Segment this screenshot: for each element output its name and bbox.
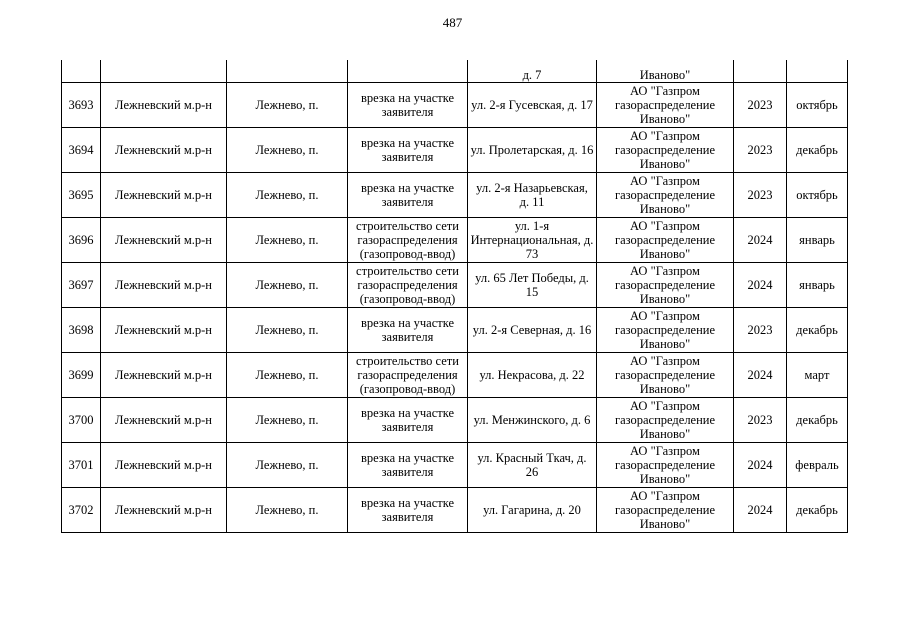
cell-district: Лежневский м.р-н [101, 173, 227, 218]
table-row [62, 398, 848, 443]
cell-organization: АО "Газпром газораспределение Иваново" [597, 128, 734, 173]
cell-district: Лежневский м.р-н [101, 353, 227, 398]
cell-district: Лежневский м.р-н [101, 488, 227, 533]
cell-month: октябрь [787, 173, 848, 218]
cell-year: 2023 [734, 128, 787, 173]
cell-month: декабрь [787, 128, 848, 173]
cell-month: декабрь [787, 308, 848, 353]
cell-num: 3695 [62, 173, 101, 218]
table-row [62, 128, 848, 173]
cell-address: ул. 2-я Гусевская, д. 17 [468, 83, 597, 128]
cell-month: январь [787, 263, 848, 308]
cell-district: Лежневский м.р-н [101, 218, 227, 263]
cell-organization: АО "Газпром газораспределение Иваново" [597, 83, 734, 128]
cell-organization: АО "Газпром газораспределение Иваново" [597, 308, 734, 353]
table-row [62, 263, 848, 308]
table-row [62, 173, 848, 218]
cell-locality: Лежнево, п. [227, 353, 348, 398]
cell-locality: Лежнево, п. [227, 308, 348, 353]
cell-num: 3696 [62, 218, 101, 263]
cell-num [62, 60, 101, 83]
table-row [62, 308, 848, 353]
cell-work-type: врезка на участке заявителя [348, 128, 468, 173]
cell-work-type: врезка на участке заявителя [348, 173, 468, 218]
cell-district: Лежневский м.р-н [101, 443, 227, 488]
cell-num: 3693 [62, 83, 101, 128]
cell-year: 2024 [734, 263, 787, 308]
cell-year: 2024 [734, 218, 787, 263]
cell-organization: АО "Газпром газораспределение Иваново" [597, 218, 734, 263]
cell-locality: Лежнево, п. [227, 488, 348, 533]
cell-district: Лежневский м.р-н [101, 263, 227, 308]
cell-num: 3698 [62, 308, 101, 353]
cell-district [101, 60, 227, 83]
cell-district: Лежневский м.р-н [101, 83, 227, 128]
cell-month: декабрь [787, 488, 848, 533]
cell-organization: АО "Газпром газораспределение Иваново" [597, 353, 734, 398]
table-row [62, 353, 848, 398]
cell-num: 3694 [62, 128, 101, 173]
cell-work-type: врезка на участке заявителя [348, 398, 468, 443]
cell-organization: АО "Газпром газораспределение Иваново" [597, 443, 734, 488]
cell-work-type: врезка на участке заявителя [348, 308, 468, 353]
table-row [62, 443, 848, 488]
cell-year [734, 60, 787, 83]
cell-organization: АО "Газпром газораспределение Иваново" [597, 263, 734, 308]
cell-locality: Лежнево, п. [227, 263, 348, 308]
cell-num: 3699 [62, 353, 101, 398]
cell-district: Лежневский м.р-н [101, 398, 227, 443]
cell-organization: Иваново" [597, 60, 734, 83]
cell-locality: Лежнево, п. [227, 173, 348, 218]
cell-locality [227, 60, 348, 83]
cell-work-type: врезка на участке заявителя [348, 83, 468, 128]
cell-address: ул. Красный Ткач, д. 26 [468, 443, 597, 488]
cell-address: д. 7 [468, 60, 597, 83]
cell-district: Лежневский м.р-н [101, 308, 227, 353]
cell-year: 2023 [734, 173, 787, 218]
cell-num: 3697 [62, 263, 101, 308]
cell-work-type [348, 60, 468, 83]
cell-locality: Лежнево, п. [227, 443, 348, 488]
cell-organization: АО "Газпром газораспределение Иваново" [597, 398, 734, 443]
table-body [62, 60, 848, 533]
cell-month: октябрь [787, 83, 848, 128]
table-row [62, 488, 848, 533]
cell-year: 2024 [734, 353, 787, 398]
cell-work-type: врезка на участке заявителя [348, 443, 468, 488]
cell-work-type: врезка на участке заявителя [348, 488, 468, 533]
cell-year: 2023 [734, 83, 787, 128]
cell-address: ул. 1-я Интернациональная, д. 73 [468, 218, 597, 263]
cell-year: 2024 [734, 443, 787, 488]
cell-year: 2023 [734, 398, 787, 443]
table-row-continued [62, 60, 848, 83]
cell-address: ул. Гагарина, д. 20 [468, 488, 597, 533]
gasification-table [61, 60, 848, 533]
cell-work-type: строительство сети газораспределения (газопровод-ввод) [348, 353, 468, 398]
cell-num: 3700 [62, 398, 101, 443]
cell-address: ул. 2-я Северная, д. 16 [468, 308, 597, 353]
cell-num: 3701 [62, 443, 101, 488]
cell-locality: Лежнево, п. [227, 218, 348, 263]
table-row [62, 83, 848, 128]
cell-address: ул. Пролетарская, д. 16 [468, 128, 597, 173]
cell-month: декабрь [787, 398, 848, 443]
cell-year: 2023 [734, 308, 787, 353]
cell-month: март [787, 353, 848, 398]
cell-locality: Лежнево, п. [227, 83, 348, 128]
cell-organization: АО "Газпром газораспределение Иваново" [597, 173, 734, 218]
page-number: 487 [442, 15, 463, 30]
cell-year: 2024 [734, 488, 787, 533]
cell-address: ул. 2-я Назарьевская, д. 11 [468, 173, 597, 218]
cell-work-type: строительство сети газораспределения (газопровод-ввод) [348, 218, 468, 263]
cell-locality: Лежнево, п. [227, 398, 348, 443]
cell-district: Лежневский м.р-н [101, 128, 227, 173]
cell-address: ул. Некрасова, д. 22 [468, 353, 597, 398]
cell-work-type: строительство сети газораспределения (газопровод-ввод) [348, 263, 468, 308]
cell-month: февраль [787, 443, 848, 488]
cell-address: ул. 65 Лет Победы, д. 15 [468, 263, 597, 308]
cell-month [787, 60, 848, 83]
table-row [62, 218, 848, 263]
cell-locality: Лежнево, п. [227, 128, 348, 173]
cell-month: январь [787, 218, 848, 263]
cell-address: ул. Менжинского, д. 6 [468, 398, 597, 443]
cell-organization: АО "Газпром газораспределение Иваново" [597, 488, 734, 533]
cell-num: 3702 [62, 488, 101, 533]
